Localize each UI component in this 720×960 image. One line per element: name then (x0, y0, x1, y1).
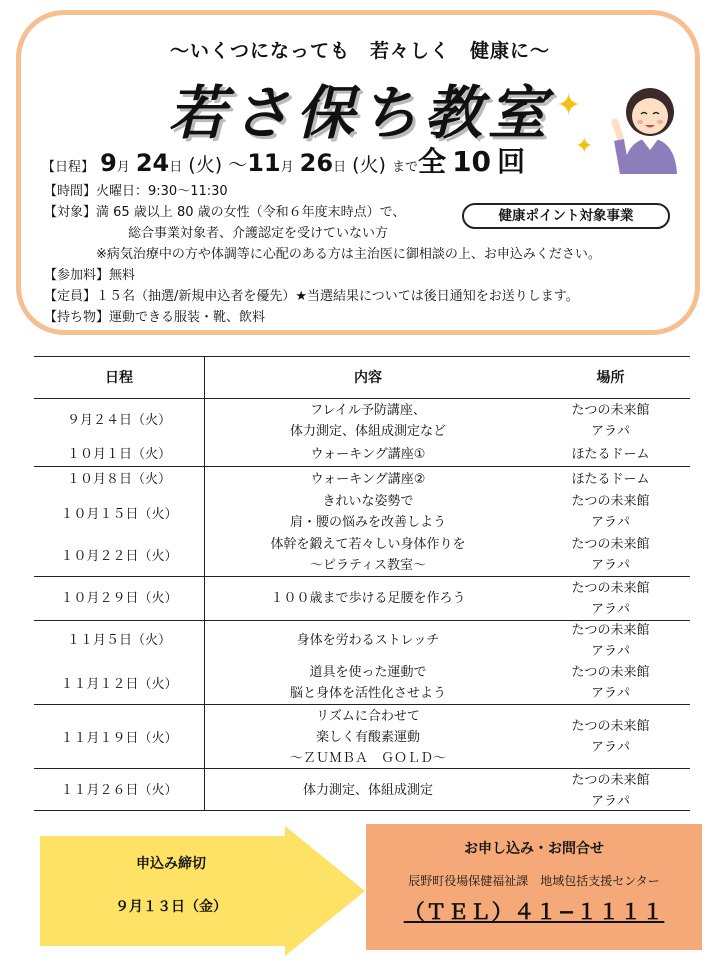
start-weekday: (火) (188, 154, 223, 176)
header-place: 場所 (596, 370, 625, 386)
row-content: 体力測定、体組成測定 (302, 783, 433, 798)
end-day-unit: 日 (333, 160, 347, 175)
start-day: 24 (135, 149, 170, 177)
period-made: まで (392, 160, 419, 175)
contact-box (366, 824, 702, 950)
row-content: 道具を使った運動で 脳と身体を活性化させよう (289, 665, 446, 701)
end-month-unit: 月 (280, 160, 294, 175)
total-suffix: 回 (497, 145, 526, 178)
row-content: 身体を労わるストレッチ (296, 633, 440, 648)
table-border (34, 398, 690, 399)
target-info: 【対象】満 65 歳以上 80 歳の女性（令和６年度末時点）で、 (44, 205, 406, 220)
schedule-period (42, 140, 525, 180)
table-border (34, 704, 690, 705)
total-prefix: 全 (418, 145, 447, 178)
start-day-unit: 日 (169, 160, 183, 175)
row-date: １１月１２日（火） (60, 677, 178, 692)
end-weekday: (火) (352, 154, 386, 176)
row-date: １１月１９日（火） (60, 731, 178, 746)
row-content: リズムに合わせて 楽しく有酸素運動 〜ＺＵＭＢＡ ＧＯＬＤ〜 (289, 709, 446, 766)
contact-org: 辰野町役場保健福祉課 地域包括支援センター (408, 874, 660, 888)
start-month: 9 (100, 149, 117, 177)
row-content: １００歳まで歩ける足腰を作ろう (270, 591, 466, 606)
row-date: １１月２６日（火） (60, 783, 178, 798)
sparkle-icon: ✦ (556, 88, 582, 123)
contact-phone: （ＴＥＬ）４１−１１１１ (403, 900, 665, 924)
row-place: たつの未来館 アラパ (571, 494, 650, 530)
deadline-label: 申込み締切 (136, 856, 206, 872)
row-date: １０月１日（火） (66, 447, 171, 462)
period-label: 【日程】 (42, 160, 95, 175)
page-title: 若さ保ち教室 (167, 79, 552, 147)
fee-info: 【参加料】無料 (44, 268, 136, 283)
capacity-info: 【定員】１５名（抽選/新規申込者を優先）★当選結果については後日通知をお送りします。 (44, 289, 579, 304)
table-border (34, 576, 690, 577)
total-count: 10 (452, 145, 492, 178)
row-date: １０月８日（火） (66, 472, 171, 487)
row-place: ほたるドーム (571, 472, 650, 487)
contact-title: お申し込み・お問合せ (464, 841, 604, 857)
period-tilde: 〜 (228, 154, 248, 176)
subtitle: 〜いくつになっても 若々しく 健康に〜 (169, 40, 550, 62)
row-place: たつの未来館 アラパ (571, 665, 650, 701)
row-place: たつの未来館 アラパ (571, 537, 650, 573)
end-month: 11 (247, 149, 281, 177)
target-info-cont: 総合事業対象者、介護認定を受けていない方 (128, 226, 389, 241)
row-place: たつの未来館 アラパ (571, 719, 650, 755)
row-content: 体幹を鍛えて若々しい身体作りを 〜ピラティス教室〜 (270, 537, 466, 573)
start-month-unit: 月 (116, 160, 130, 175)
row-place: ほたるドーム (571, 447, 650, 462)
table-border (34, 356, 690, 357)
end-day: 26 (299, 149, 334, 177)
deadline-arrow (40, 826, 365, 956)
health-point-badge: 健康ポイント対象事業 (462, 203, 670, 229)
row-date: １０月２２日（火） (60, 549, 178, 564)
sparkle-icon: ✦ (575, 134, 594, 159)
row-content: ウォーキング講座① (310, 447, 426, 462)
table-border (34, 466, 690, 467)
row-place: たつの未来館 アラパ (571, 773, 650, 809)
target-note: ※病気治療中の方や体調等に心配のある方は主治医に御相談の上、お申込みください。 (96, 247, 601, 262)
woman-illustration (605, 78, 695, 174)
row-date: １１月５日（火） (66, 633, 171, 648)
row-place: たつの未来館 アラパ (571, 581, 650, 617)
items-info: 【持ち物】運動できる服装・靴、飲料 (44, 310, 266, 325)
row-place: たつの未来館 アラパ (571, 403, 650, 439)
header-date: 日程 (105, 370, 133, 386)
row-date: １０月１５日（火） (60, 507, 178, 522)
row-date: ９月２４日（火） (66, 413, 171, 428)
row-content: ウォーキング講座② (310, 472, 426, 487)
row-place: たつの未来館 アラパ (571, 623, 650, 659)
deadline-date: ９月１３日（金） (115, 899, 227, 915)
row-date: １０月２９日（火） (60, 591, 178, 606)
row-content: きれいな姿勢で 肩・腰の悩みを改善しよう (289, 494, 446, 530)
row-content: フレイル予防講座、 体力測定、体組成測定など (289, 403, 446, 439)
time-info: 【時間】火曜日：9:30〜11:30 (44, 184, 228, 199)
header-content: 内容 (354, 370, 382, 386)
